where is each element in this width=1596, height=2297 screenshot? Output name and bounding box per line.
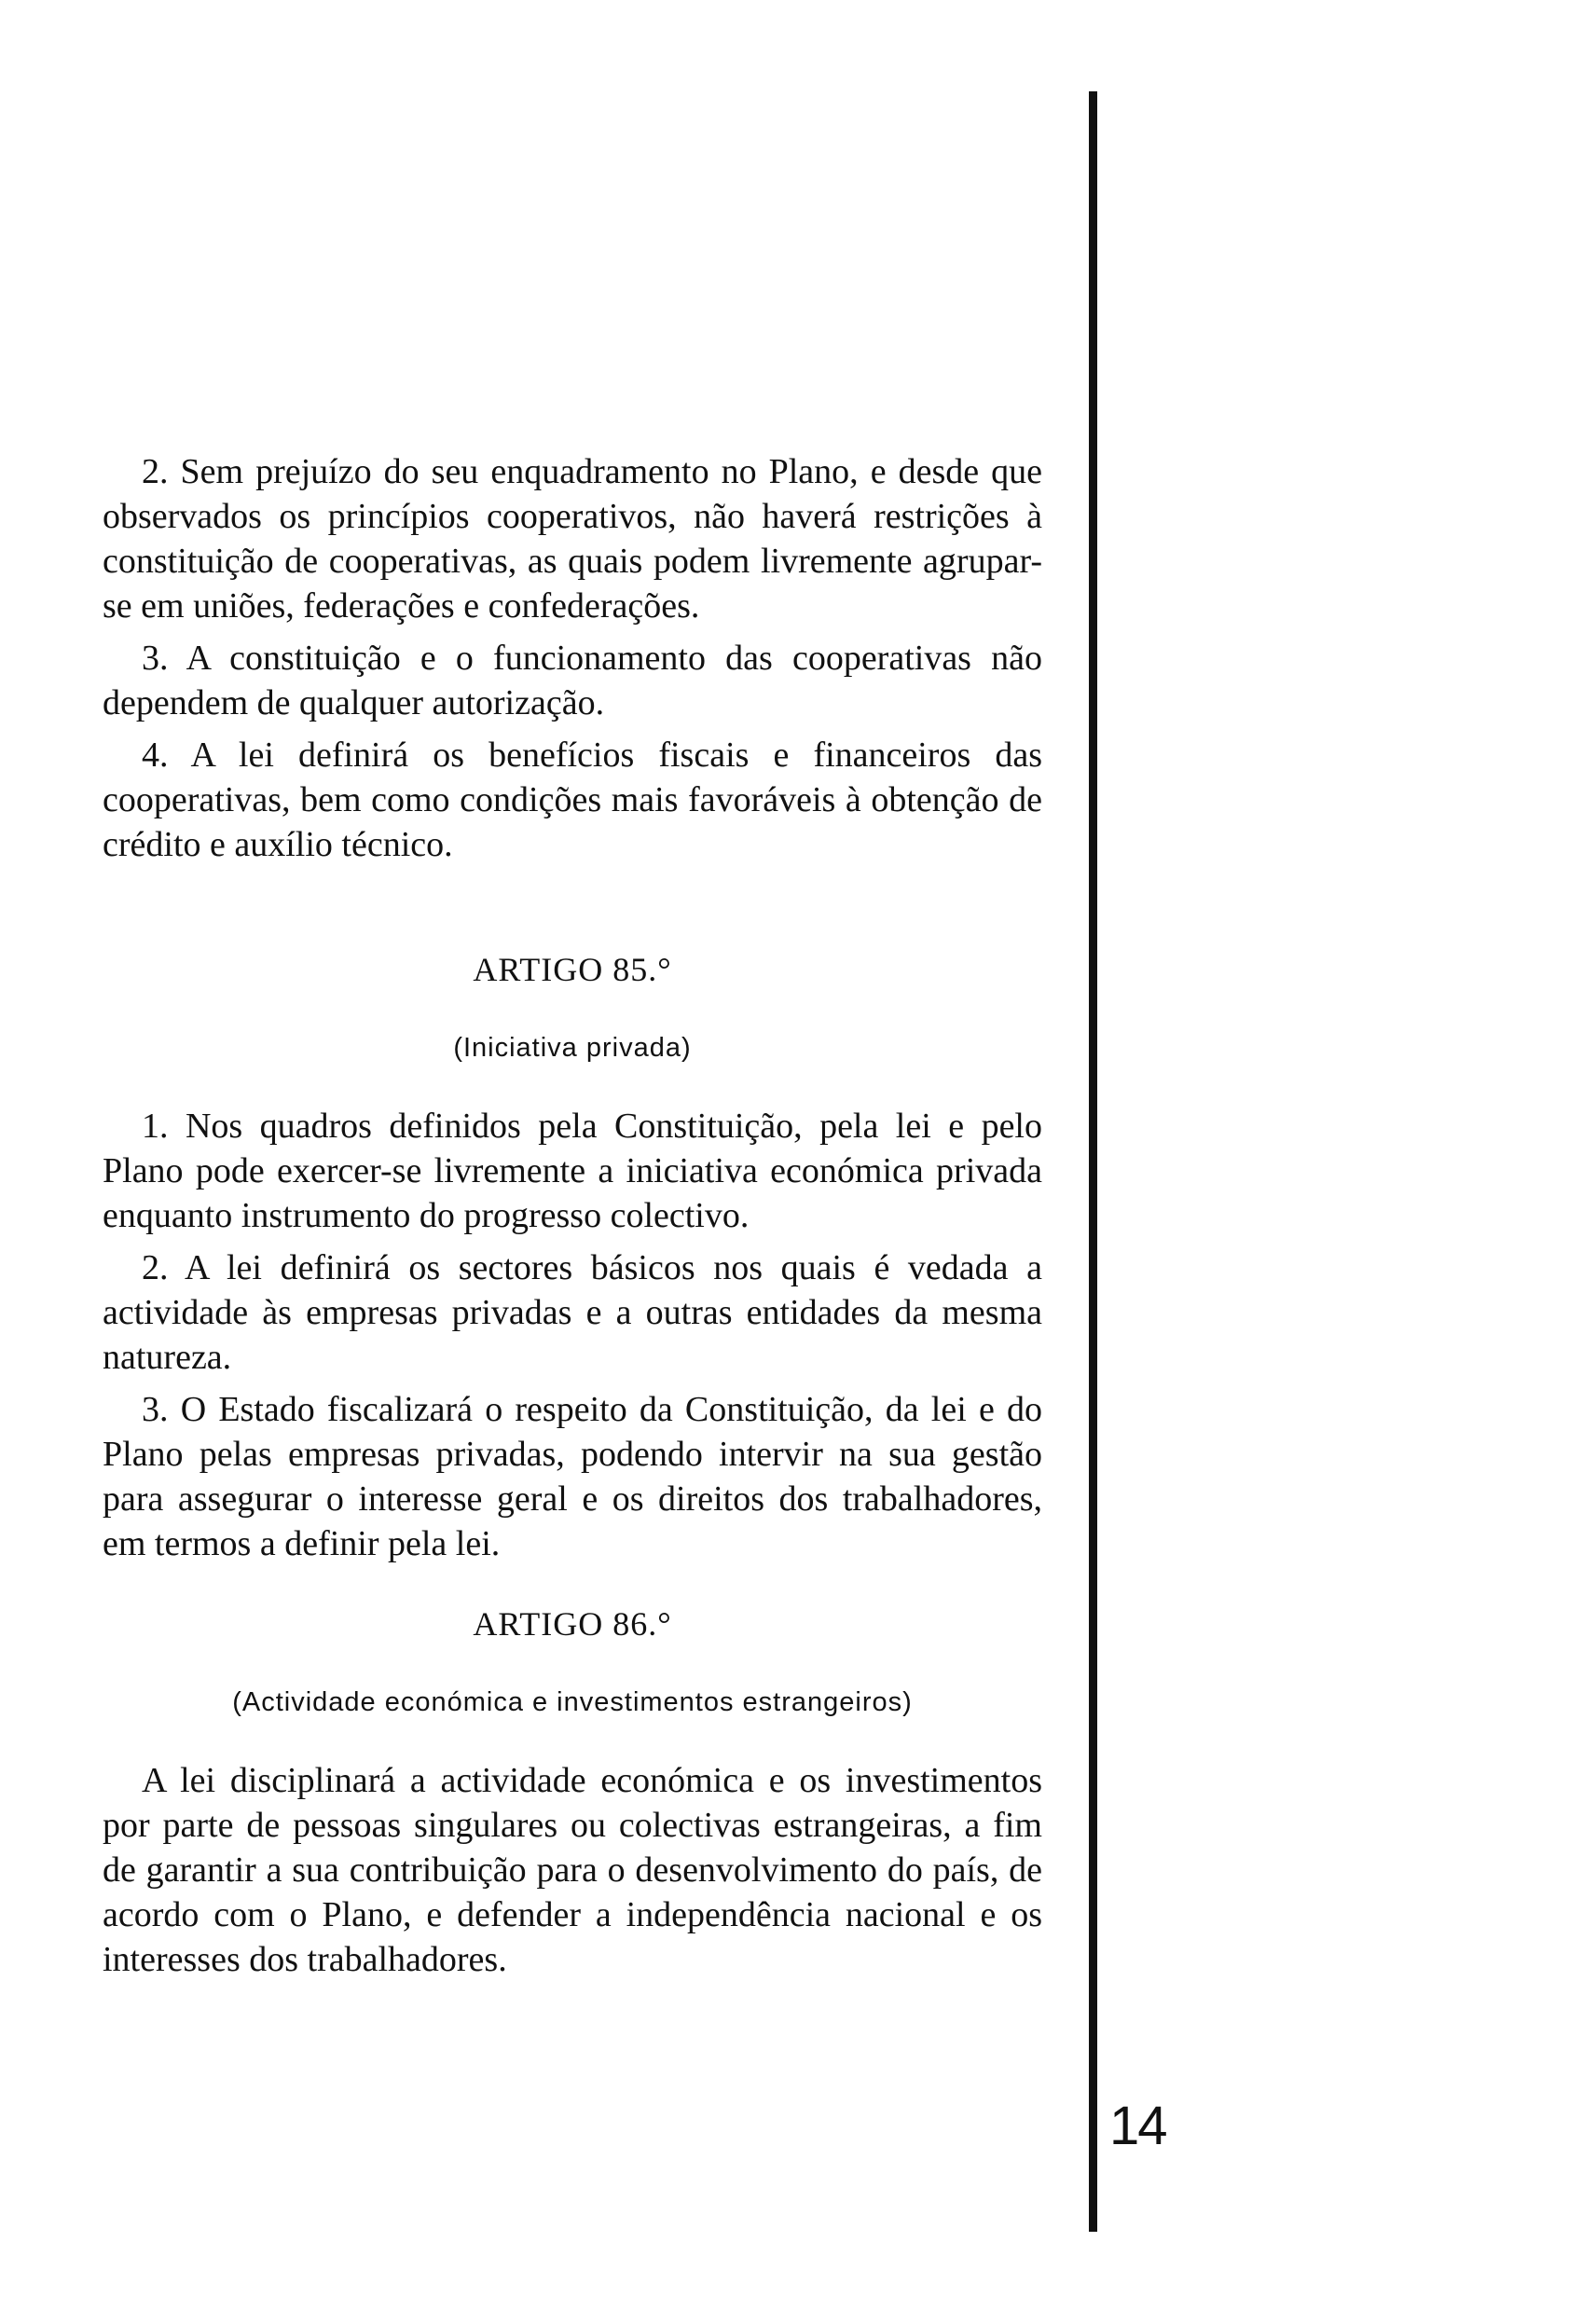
paragraph-86-1: A lei disciplinará a actividade económica e os investimentos por parte de pessoas singulares ou colectivas estrangeiras, a fim de garantir a sua contribuição para o desenvolvimento do país, de acordo com o Plano, e defender a independência nacional e os interesses dos trabalhadores. xyxy=(103,1761,1042,1979)
paragraph-84-2: 2. Sem prejuízo do seu enquadramento no Plano, e desde que observados os princípios cooperativos, não haverá restrições à constituição de cooperativas, as quais podem livremente agrupar-se em uniões, federações e confederações. xyxy=(103,452,1042,626)
article-85-heading: ARTIGO 85.° xyxy=(473,951,672,988)
article-86-heading: ARTIGO 86.° xyxy=(473,1605,672,1643)
page-number: 14 xyxy=(1109,2096,1166,2156)
article-86-subtitle: (Actividade económica e investimentos estrangeiros) xyxy=(232,1687,913,1717)
vertical-margin-rule xyxy=(1089,91,1097,2232)
paragraph-84-4: 4. A lei definirá os benefícios fiscais e financeiros das cooperativas, bem como condições mais favoráveis à obtenção de crédito e auxílio técnico. xyxy=(103,736,1042,864)
paragraph-85-2: 2. A lei definirá os sectores básicos nos quais é vedada a actividade às empresas privadas e a outras entidades da mesma natureza. xyxy=(103,1248,1042,1377)
paragraph-84-3: 3. A constituição e o funcionamento das cooperativas não dependem de qualquer autorização. xyxy=(103,639,1042,722)
paragraph-85-1: 1. Nos quadros definidos pela Constituição, pela lei e pelo Plano pode exercer-se livremente a iniciativa económica privada enquanto instrumento do progresso colectivo. xyxy=(103,1107,1042,1235)
paragraph-85-3: 3. O Estado fiscalizará o respeito da Constituição, da lei e do Plano pelas empresas privadas, podendo intervir na sua gestão para assegurar o interesse geral e os direitos dos trabalhadores, em termos a definir pela lei. xyxy=(103,1390,1042,1563)
text-column xyxy=(103,449,1042,1989)
article-85-subtitle: (Iniciativa privada) xyxy=(453,1033,692,1063)
